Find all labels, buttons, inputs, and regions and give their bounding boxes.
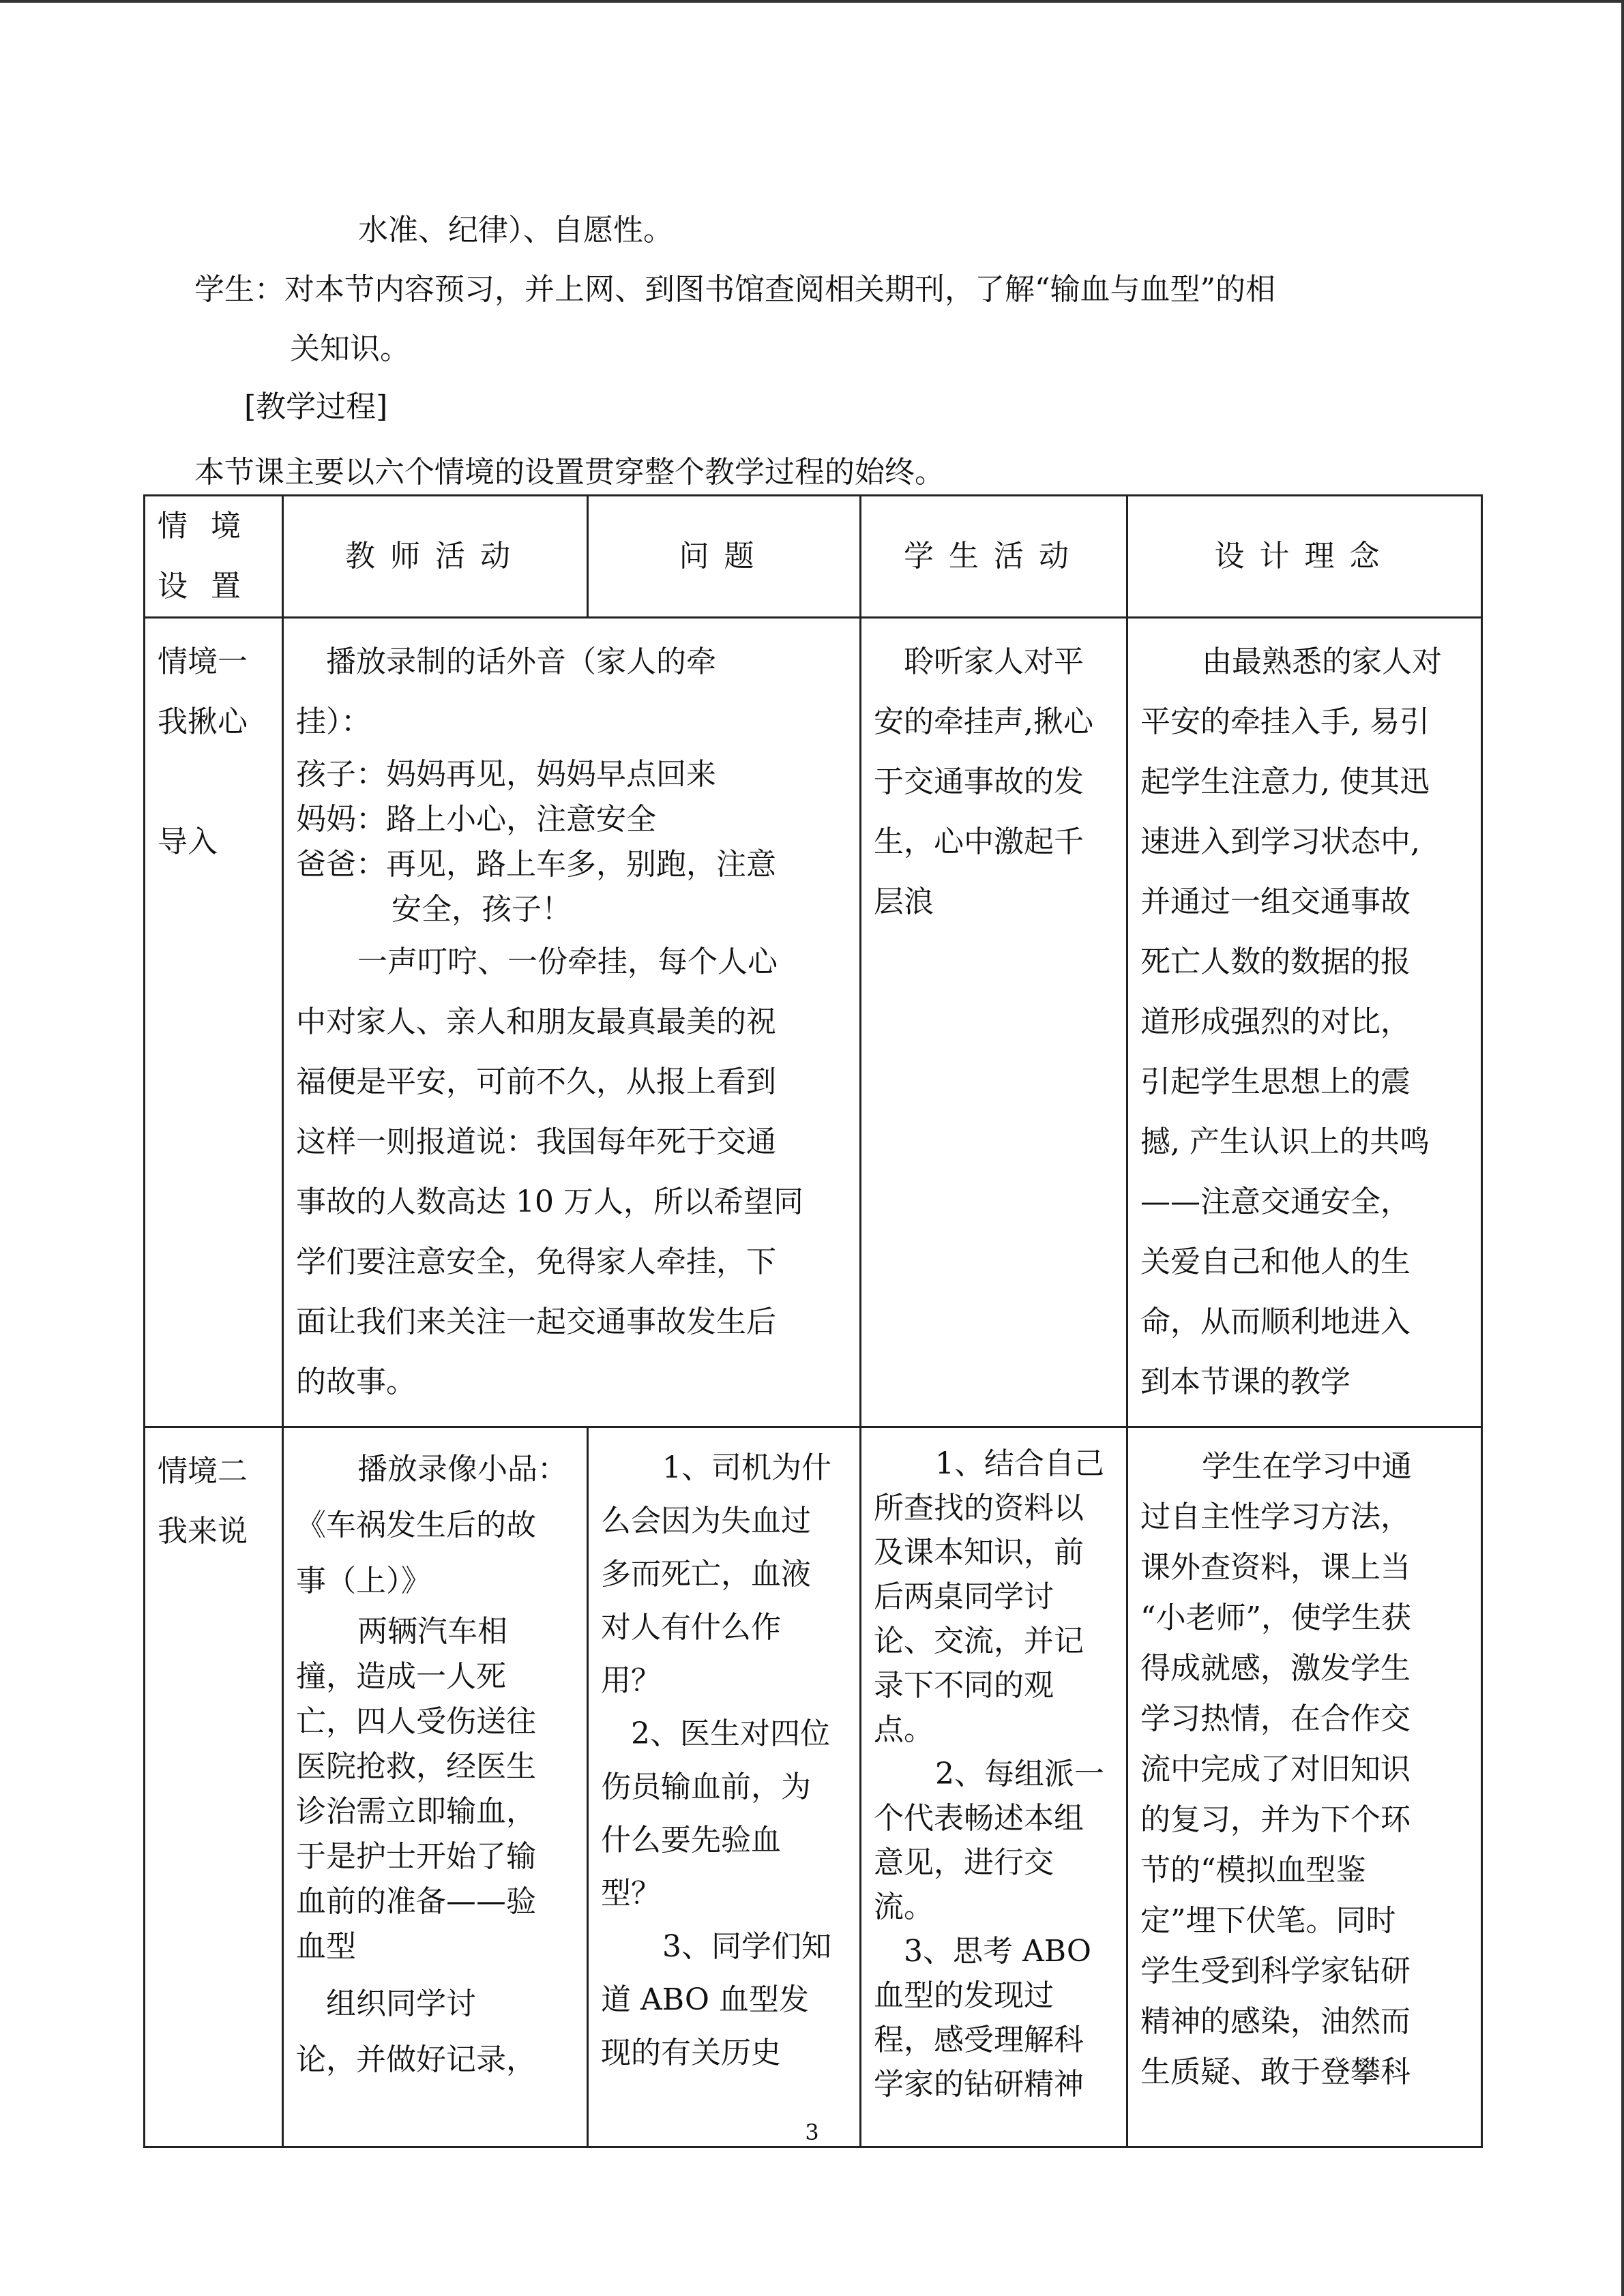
section-title: [教学过程] [244, 389, 388, 424]
student-activity-cell: 1、结合自己 所查找的资料以 及课本知识，前 后两桌同学讨 论、交流，并记 录下不同的观 点。 2、每组派一 个代表畅述本组 意见，进行交 流。 3、思考 ABO 血型的发现过 程，感受理解科 学家的钻研精神 [861, 1427, 1127, 2147]
header-concept: 设计理念 [1127, 496, 1482, 618]
teacher-activity-cell: 播放录制的话外音（家人的牵 挂）： 孩子：妈妈再见，妈妈早点回来 妈妈：路上小心，注意安全 爸爸：再见，路上车多，别跑，注意 安全，孩子！ 一声叮咛、一份牵挂，每个人心 中对家人、亲人和朋友最真最美的祝 福便是平安，可前不久，从报上看到 这样一则报道说：我国每年死于交通 事故的人数高达 10 万人，所以希望同 学们要注意安全，免得家人牵挂，下 面让我们来关注一起交通事故发生后 的故事。 [283, 618, 861, 1427]
table-row [145, 618, 1482, 1427]
student-activity-cell: 聆听家人对平 安的牵挂声,揪心 于交通事故的发 生，心中激起千 层浪 [861, 618, 1127, 1427]
scene-cell: 情境二 我来说 [145, 1427, 283, 2147]
header-scene: 情 境 设 置 [145, 496, 283, 618]
header-student: 学生活动 [861, 496, 1127, 618]
header-teacher: 教师活动 [283, 496, 588, 618]
student-prep-cont: 关知识。 [290, 331, 410, 366]
intro-line-1: 水准、纪律）、自愿性。 [358, 213, 673, 248]
header-question: 问题 [588, 496, 861, 618]
teacher-activity-cell: 播放录像小品： 《车祸发生后的故 事（上）》 两辆汽车相 撞，造成一人死 亡，四人受伤送往 医院抢救，经医生 诊治需立即输血， 于是护士开始了输 血前的准备——验 血型 组织同学讨 论，并做好记录， [283, 1427, 588, 2147]
question-cell: 1、司机为什 么会因为失血过 多而死亡，血液 对人有什么作 用？ 2、医生对四位 伤员输血前，为 什么要先验血 型？ 3、同学们知 道 ABO 血型发 现的有关历史 [588, 1427, 861, 2147]
table-row [145, 1427, 1482, 2147]
table-header-row [145, 496, 1482, 618]
summary-line: 本节课主要以六个情境的设置贯穿整个教学过程的始终。 [194, 455, 945, 490]
student-label: 学生： [194, 272, 284, 307]
page-number: 3 [805, 2119, 819, 2145]
scene-cell: 情境一 我揪心 导入 [145, 618, 283, 1427]
teaching-process-table [143, 494, 1483, 2148]
student-prep-text: 对本节内容预习，并上网、到图书馆查阅相关期刊，了解“输血与血型”的相 [284, 272, 1275, 307]
design-concept-cell: 由最熟悉的家人对 平安的牵挂入手, 易引 起学生注意力, 使其迅 速进入到学习状态中, 并通过一组交通事故 死亡人数的数据的报 道形成强烈的对比， 引起学生思想上的震 撼, 产生认识上的共鸣 ——注意交通安全， 关爱自己和他人的生 命，从而顺利地进入 到本节课的教学 [1127, 618, 1482, 1427]
student-prep [194, 269, 1275, 310]
design-concept-cell: 学生在学习中通 过自主性学习方法， 课外查资料，课上当 “小老师”，使学生获 得成就感，激发学生 学习热情，在合作交 流中完成了对旧知识 的复习，并为下个环 节的“模拟血型鉴 定”埋下伏笔。同时 学生受到科学家钻研 精神的感染，油然而 生质疑、敢于登攀科 [1127, 1427, 1482, 2147]
